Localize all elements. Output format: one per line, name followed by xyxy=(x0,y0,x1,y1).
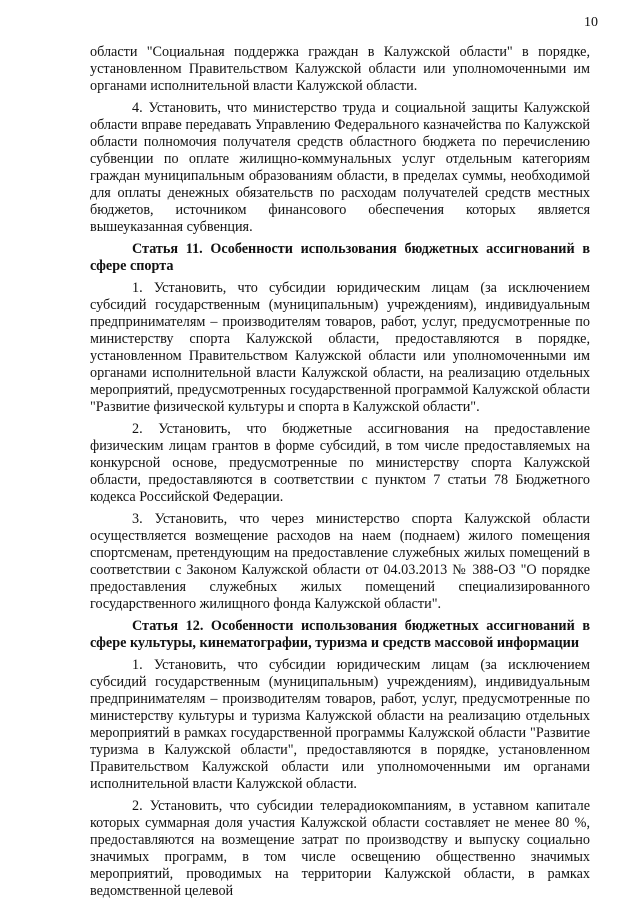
article-12-paragraph: 1. Установить, что субсидии юридическим лицам (за исключением субсидий государственным (муниципальным) учреждениям), индивидуальным предпринимателям – производителям товаров, работ, услуг, предусмотренные по министерству культуры и туризма Калужской области на реализацию отдельных мероприятий в рамках государственной программы Калужской области "Развитие туризма в Калужской области", предоставляются в порядке, установленном Правительством Калужской области или уполномоченными им органами исполнительной власти Калужской области. xyxy=(90,657,590,792)
article-12-heading: Статья 12. Особенности использования бюджетных ассигнований в сфере культуры, кинематографии, туризма и средств массовой информации xyxy=(90,618,590,651)
paragraph-continuation: области "Социальная поддержка граждан в Калужской области" в порядке, установленном Правительством Калужской области или уполномоченными им органами исполнительной власти Калужской области. xyxy=(90,44,590,94)
paragraph-item-4: 4. Установить, что министерство труда и социальной защиты Калужской области вправе передавать Управлению Федерального казначейства по Калужской области полномочия получателя средств областного бюджета по перечислению субвенции по оплате жилищно-коммунальных услуг отдельным категориям граждан муниципальным образованиям области, в пределах суммы, необходимой для оплаты денежных обязательств по расходам получателей средств местных бюджетов, источником финансового обеспечения которых является вышеуказанная субвенция. xyxy=(90,100,590,235)
article-12-paragraph: 2. Установить, что субсидии телерадиокомпаниям, в уставном капитале которых суммарная доля участия Калужской области составляет не менее 80 %, предоставляются на возмещение затрат по производству и выпуску социально значимых программ, в том числе освещению общественно значимых мероприятий, проводимых на территории Калужской области, в рамках ведомственной целевой xyxy=(90,798,590,899)
document-body xyxy=(90,44,590,905)
article-11-paragraph: 2. Установить, что бюджетные ассигнования на предоставление физическим лицам грантов в форме субсидий, в том числе предоставляемых на конкурсной основе, предусмотренные по министерству спорта Калужской области, предоставляются в соответствии с пунктом 7 статьи 78 Бюджетного кодекса Российской Федерации. xyxy=(90,421,590,505)
article-11-paragraph: 1. Установить, что субсидии юридическим лицам (за исключением субсидий государственным (муниципальным) учреждениям), индивидуальным предпринимателям – производителям товаров, работ, услуг, предусмотренные по министерству спорта Калужской области, предоставляются в порядке, установленном Правительством Калужской области или уполномоченными им органами исполнительной власти Калужской области, на реализацию отдельных мероприятий, предусмотренных государственной программой Калужской области "Развитие физической культуры и спорта в Калужской области". xyxy=(90,280,590,415)
article-11-heading: Статья 11. Особенности использования бюджетных ассигнований в сфере спорта xyxy=(90,241,590,274)
article-11-paragraph: 3. Установить, что через министерство спорта Калужской области осуществляется возмещение расходов на наем (поднаем) жилого помещения спортсменам, претендующим на предоставление служебных жилых помещений в соответствии с Законом Калужской области от 04.03.2013 № 388-ОЗ "О порядке предоставления служебных жилых помещений специализированного государственного жилищного фонда Калужской области". xyxy=(90,511,590,612)
page-number: 10 xyxy=(584,15,598,30)
